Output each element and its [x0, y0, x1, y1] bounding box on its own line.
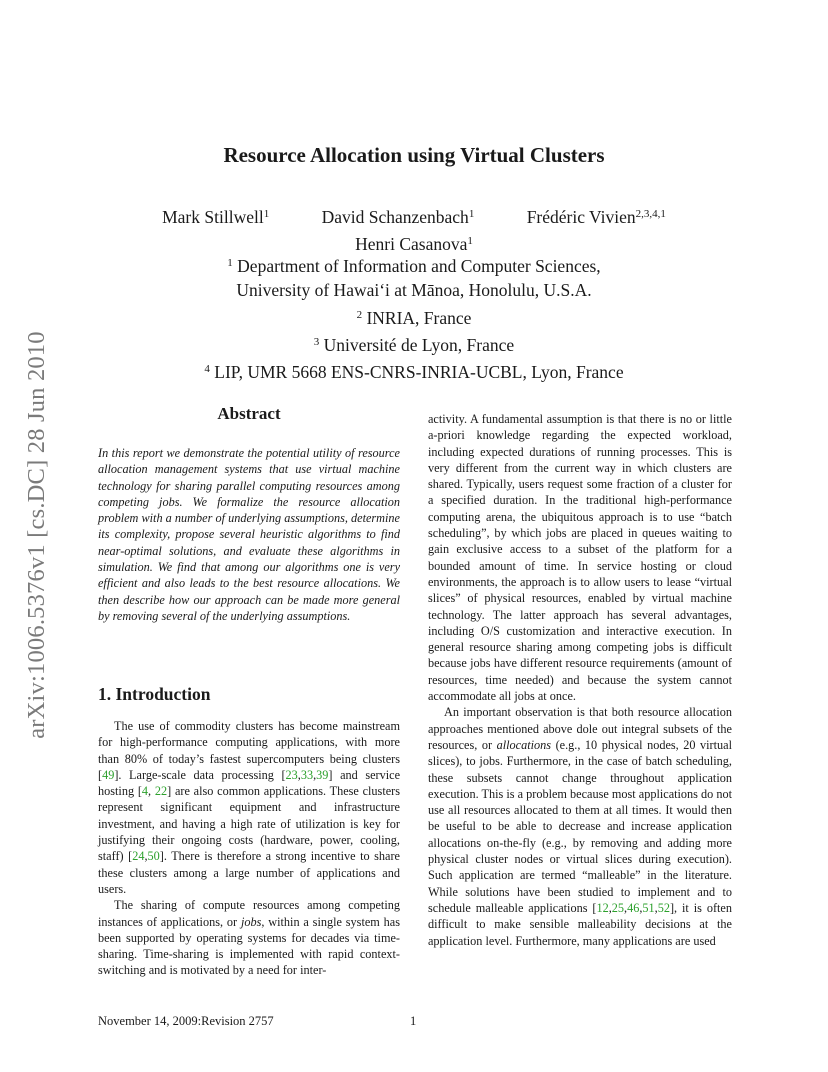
abstract-text: In this report we demonstrate the potential utility of resource allocation management systems that use virtual machine technology for sharing parallel computing resources among competing jobs. We formalize the resource allocation problem with a number of underlying assumptions, determine its complexity, propose several heuristic algorithms to find near-optimal solutions, and evaluate these algorithms in simulation. We find that among our algorithms one is very efficient and also leads to the best resource allocations. We then describe how our approach can be made more general by removing several of the underlying assumptions. — [98, 446, 400, 623]
intro-paragraph-1: The use of commodity clusters has become mainstream for high-performance computing applications, with more than 80% of today’s fastest supercomputers being clusters [49]. Large-scale data processing [23,33,39] and service hosting [4, 22] are also common applications. These clusters represent significant equipment and infrastructure investment, and having a high rate of utilization is key for justifying their ongoing costs (hardware, power, cooling, staff) [24,50]. There is therefore a strong incentive to share these clusters among a large number of applications and users. — [98, 719, 401, 896]
abstract-body — [98, 445, 400, 624]
intro-paragraph-2: The sharing of compute resources among competing instances of applications, or jobs, within a single system has been supported by operating systems for decades via time-sharing. Time-sharing is implemented with rapid context-switching and is motivated by a need for inter- — [98, 898, 400, 978]
paper-title: Resource Allocation using Virtual Clusters — [223, 143, 605, 167]
author-list — [0, 202, 828, 256]
citation-link[interactable]: 12 — [596, 900, 609, 915]
citation-link[interactable]: 24 — [132, 849, 145, 864]
citation-link[interactable]: 46 — [627, 900, 640, 915]
citation-link[interactable]: 50 — [147, 849, 160, 864]
citation-link[interactable]: 51 — [642, 900, 655, 915]
affiliation-list — [0, 251, 828, 384]
right-paragraph-2: An important observation is that both resource allocation approaches mentioned above dole out integral subsets of the resources, or allocations (e.g., 10 physical nodes, 20 virtual slices), to jobs. Furthermore, in the case of batch scheduling, these subsets cannot change throughout application execution. This is a problem because most applications do not use all resources allocated to them at all times. It would then be useful to be able to decrease and increase application allocations on-the-fly (e.g., by removing and adding more physical cluster nodes or virtual slices during execution). Such application are termed “malleable” in the literature. While solutions have been studied to implement and to schedule malleable applications [12,25,46,51,52], it is often difficult to make sensible malleability decisions at the application level. Furthermore, many applications are used — [428, 705, 732, 948]
affiliation-4: $^4$ LIP, UMR 5668 ENS-CNRS-INRIA-UCBL, Lyon, France — [204, 362, 624, 383]
author-3: Frédéric Vivien$^{2,3,4,1}$ — [526, 207, 666, 227]
citation-link[interactable]: 49 — [102, 767, 115, 782]
introduction-body — [98, 718, 400, 979]
author-4: Henri Casanova$^1$ — [355, 234, 473, 254]
affiliation-1: $^1$ Department of Information and Computer Sciences, — [227, 256, 601, 276]
author-2: David Schanzenbach$^1$ — [321, 207, 475, 227]
citation-link[interactable]: 33 — [300, 767, 314, 782]
right-column-body — [428, 411, 732, 949]
citation-link[interactable]: 39 — [316, 767, 329, 782]
section-heading-introduction: 1. Introduction — [98, 684, 211, 704]
affiliation-1-cont: University of Hawaiʻi at Mānoa, Honolulu, U.S.A. — [236, 280, 592, 301]
affiliation-2: $^2$ INRIA, France — [356, 307, 472, 328]
author-1: Mark Stillwell$^1$ — [162, 207, 270, 227]
affiliation-3: $^3$ Université de Lyon, France — [313, 334, 515, 355]
citation-link[interactable]: 25 — [611, 900, 625, 915]
citation-link[interactable]: 4 — [141, 784, 149, 799]
right-paragraph-1: activity. A fundamental assumption is that there is no or little a-priori knowledge regarding the expected workload, including expected durations of running processes. This is very different from the current way in which clusters are shared. Typically, users request some fraction of a cluster for a specified duration. In the traditional high-performance computing arena, the ubiquitous approach is to use “batch scheduling”, by which jobs are placed in queues waiting to gain exclusive access to a subset of the platform for a bounded amount of time. In service hosting or cloud environments, the approach is to allow users to lease “virtual slices” of physical resources, enabled by virtual machine technology. The latter approach has several advantages, including O/S customization and interactive execution. In general resource sharing among competing jobs is difficult because jobs have different resource requirements (amount of resources, time needed) and because the system cannot accommodate all jobs at once. — [428, 412, 732, 704]
footer-date-revision: November 14, 2009:Revision 2757 — [98, 1014, 274, 1028]
citation-link[interactable]: 22 — [154, 784, 168, 799]
citation-link[interactable]: 23 — [285, 767, 298, 782]
abstract-heading: Abstract — [217, 404, 281, 423]
citation-link[interactable]: 52 — [657, 900, 670, 915]
arxiv-id: arXiv:1006.5376v1 [cs.DC] 28 Jun 2010 — [23, 331, 50, 739]
page-number: 1 — [410, 1014, 417, 1028]
